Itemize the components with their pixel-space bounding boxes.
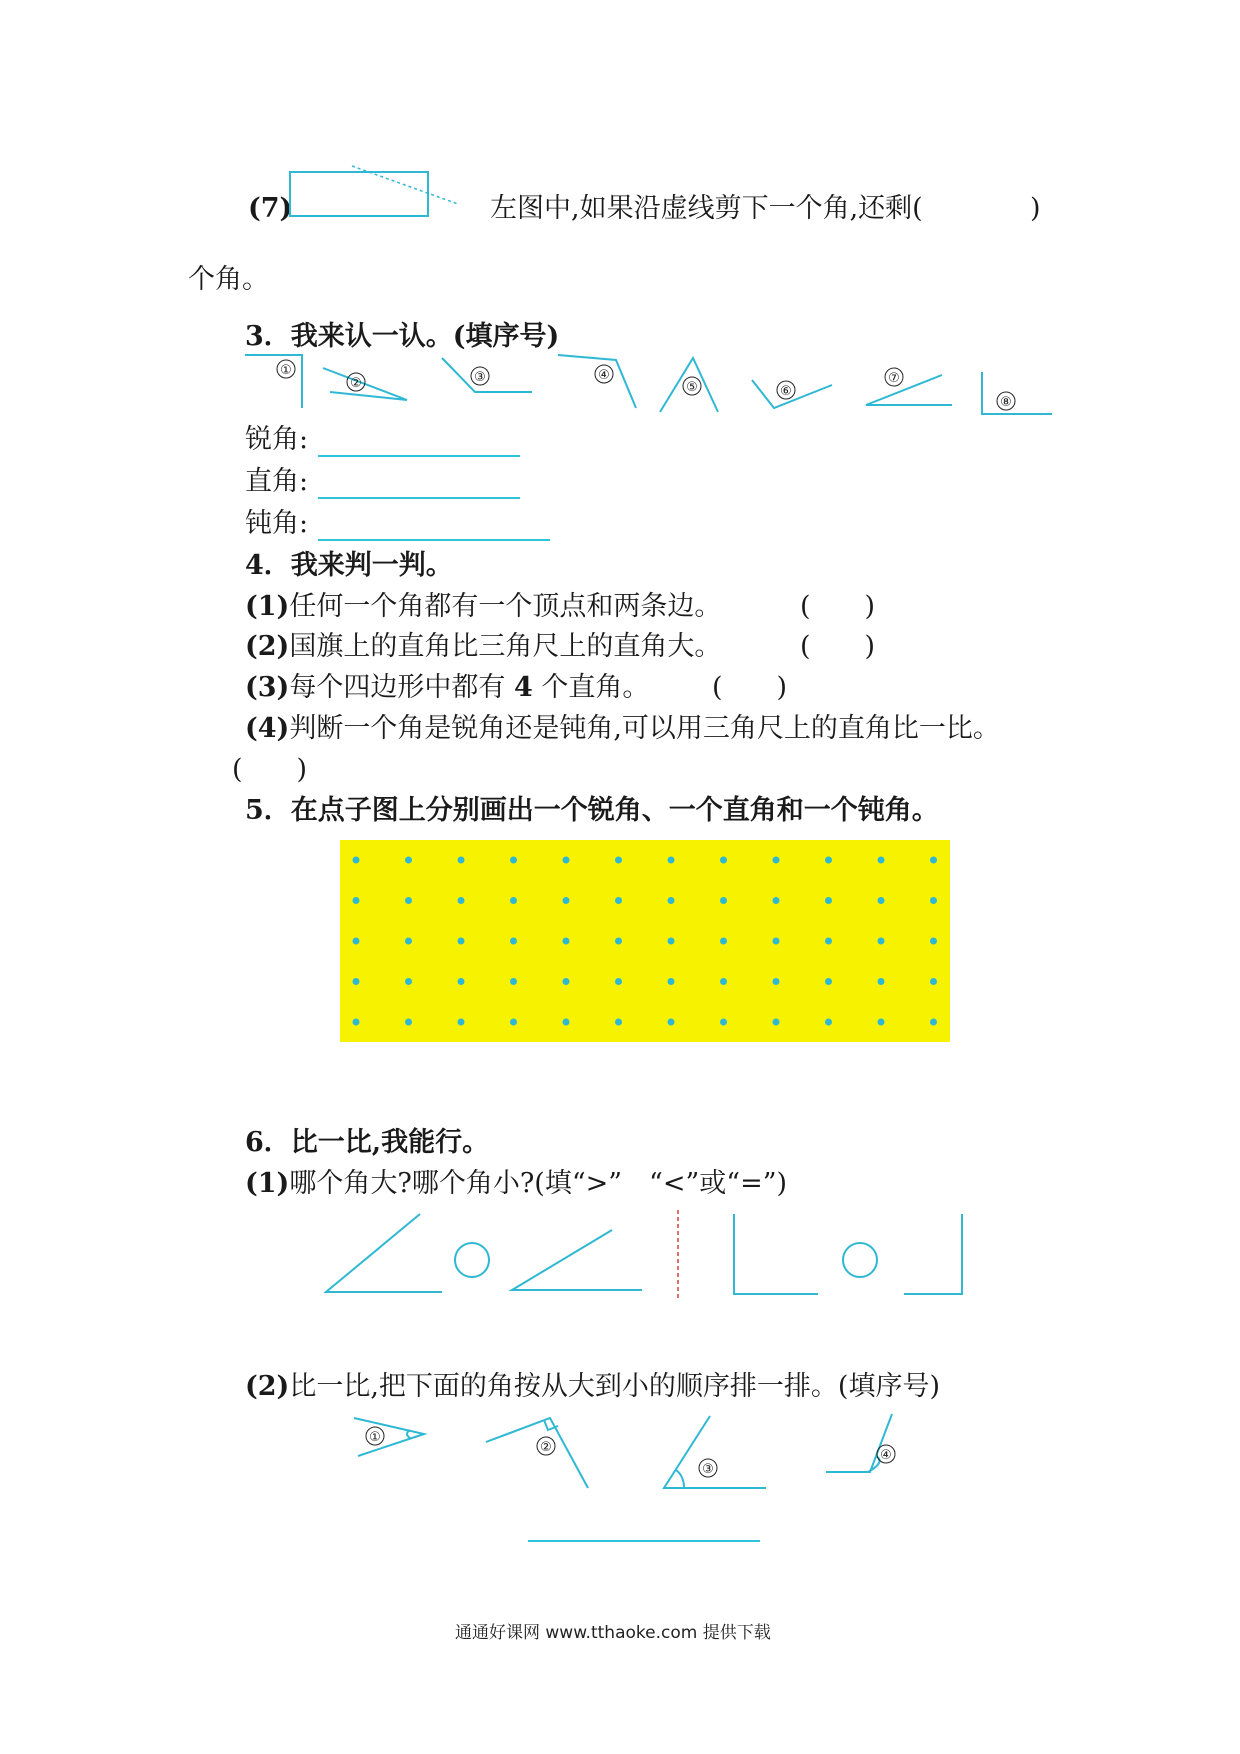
q7-question-text: 左图中,如果沿虚线剪下一个角,还剩(: [490, 193, 923, 224]
angle-8: [982, 372, 1052, 414]
q4-item-2-paren[interactable]: ( ): [800, 631, 876, 662]
q4-item-4-text: 判断一个角是锐角还是钝角,可以用三角尺上的直角比一比。: [289, 713, 1000, 744]
q4-item-4-num: (4): [245, 713, 290, 744]
q4-item-3-bold-num: 4: [513, 672, 533, 703]
grid-dot[interactable]: [930, 938, 937, 945]
compare-left-angle-1: [326, 1214, 442, 1292]
grid-dot[interactable]: [668, 978, 675, 985]
order-angle-1-label: ①: [369, 1430, 381, 1445]
q4-item-2-text: 国旗上的直角比三角尺上的直角大。: [289, 631, 722, 662]
grid-dot[interactable]: [668, 857, 675, 864]
angle-8-label: ⑧: [1000, 395, 1012, 410]
q4-item-1-paren[interactable]: ( ): [800, 591, 876, 622]
order-answer-line[interactable]: [528, 1540, 760, 1542]
q4-title: 4．我来判一判。: [245, 550, 453, 581]
grid-dot[interactable]: [510, 978, 517, 985]
grid-dot[interactable]: [773, 897, 780, 904]
angle-4: [558, 355, 636, 408]
grid-dot[interactable]: [930, 1019, 937, 1026]
grid-dot[interactable]: [563, 897, 570, 904]
q4-item-3-text-after: 个直角。: [541, 672, 650, 703]
grid-dot[interactable]: [353, 897, 360, 904]
compare-right-angle-1: [734, 1214, 818, 1294]
grid-dot[interactable]: [930, 897, 937, 904]
grid-dot[interactable]: [353, 1019, 360, 1026]
q7-continuation: 个角。: [188, 264, 269, 295]
compare-circle-1[interactable]: [455, 1243, 489, 1277]
grid-dot[interactable]: [563, 938, 570, 945]
order-angle-4: [826, 1414, 892, 1472]
q7-paren-close: ): [1030, 193, 1041, 224]
q6-part1: [245, 1167, 787, 1201]
grid-dot[interactable]: [615, 938, 622, 945]
grid-dot[interactable]: [405, 1019, 412, 1026]
grid-dot[interactable]: [353, 978, 360, 985]
grid-dot[interactable]: [773, 938, 780, 945]
grid-dot[interactable]: [563, 857, 570, 864]
grid-dot[interactable]: [720, 897, 727, 904]
grid-dot[interactable]: [458, 857, 465, 864]
q4-item-2: [245, 630, 721, 664]
grid-dot[interactable]: [563, 1019, 570, 1026]
grid-dot[interactable]: [615, 978, 622, 985]
grid-dot[interactable]: [825, 897, 832, 904]
grid-dot[interactable]: [458, 938, 465, 945]
grid-dot[interactable]: [878, 978, 885, 985]
grid-dot[interactable]: [668, 1019, 675, 1026]
obtuse-answer-line[interactable]: [318, 539, 550, 541]
grid-dot[interactable]: [458, 1019, 465, 1026]
dot-grid[interactable]: [340, 840, 950, 1042]
grid-dot[interactable]: [563, 978, 570, 985]
grid-dot[interactable]: [825, 857, 832, 864]
q4-item-1-text: 任何一个角都有一个顶点和两条边。: [289, 591, 722, 622]
acute-answer-line[interactable]: [318, 455, 520, 457]
q4-item-1: [245, 590, 721, 624]
q4-item-3-num: (3): [245, 672, 290, 703]
footer-text: 通通好课网 www.tthaoke.com 提供下载: [455, 1623, 771, 1643]
angle-3-label: ③: [474, 370, 486, 385]
grid-dot[interactable]: [720, 938, 727, 945]
angle-4-label: ④: [598, 368, 610, 383]
dot-grid-background: [340, 840, 950, 1042]
grid-dot[interactable]: [615, 857, 622, 864]
angle-2-label: ②: [350, 376, 362, 391]
grid-dot[interactable]: [825, 938, 832, 945]
grid-dot[interactable]: [825, 978, 832, 985]
order-angle-3-label: ③: [702, 1462, 714, 1477]
q6-title: 6．比一比,我能行。: [245, 1127, 490, 1158]
order-angle-2: [486, 1418, 588, 1488]
q4-item-3-paren[interactable]: ( ): [712, 672, 788, 703]
compare-right-angle-2: [904, 1214, 962, 1294]
right-label: 直角:: [245, 466, 309, 497]
grid-dot[interactable]: [773, 978, 780, 985]
grid-dot[interactable]: [510, 1019, 517, 1026]
q4-item-1-num: (1): [245, 591, 290, 622]
grid-dot[interactable]: [458, 978, 465, 985]
grid-dot[interactable]: [773, 857, 780, 864]
compare-circle-2[interactable]: [843, 1243, 877, 1277]
grid-dot[interactable]: [458, 897, 465, 904]
grid-dot[interactable]: [615, 897, 622, 904]
order-angle-4-label: ④: [880, 1448, 892, 1463]
grid-dot[interactable]: [405, 978, 412, 985]
angle-1: [245, 355, 302, 408]
acute-label: 锐角:: [245, 424, 309, 455]
angle-6-label: ⑥: [780, 384, 792, 399]
angle-7: [866, 375, 952, 405]
q4-item-4-paren[interactable]: ( ): [232, 754, 308, 785]
compare-left-angle-2: [512, 1230, 642, 1290]
q6-part2-num: (2): [245, 1371, 290, 1402]
grid-dot[interactable]: [825, 1019, 832, 1026]
angle-6: [752, 380, 832, 408]
q5-title: 5．在点子图上分别画出一个锐角、一个直角和一个钝角。: [245, 795, 939, 826]
q6-compare-figures: [320, 1210, 980, 1310]
obtuse-label: 钝角:: [245, 508, 309, 539]
angle-1-label: ①: [280, 363, 292, 378]
q6-part2: [245, 1370, 940, 1404]
q6-order-figures: [340, 1410, 960, 1500]
grid-dot[interactable]: [353, 857, 360, 864]
grid-dot[interactable]: [510, 857, 517, 864]
grid-dot[interactable]: [720, 1019, 727, 1026]
order-angle-2-label: ②: [540, 1440, 552, 1455]
order-angle-1: [354, 1418, 424, 1456]
q4-item-2-num: (2): [245, 631, 290, 662]
q4-item-3: [245, 671, 649, 705]
grid-dot[interactable]: [405, 857, 412, 864]
angle-3: [442, 358, 532, 392]
q4-item-3-text-before: 每个四边形中都有: [289, 672, 506, 703]
grid-dot[interactable]: [930, 978, 937, 985]
grid-dot[interactable]: [720, 857, 727, 864]
q3-title: 3．我来认一认。(填序号): [245, 321, 560, 352]
grid-dot[interactable]: [878, 1019, 885, 1026]
grid-dot[interactable]: [510, 897, 517, 904]
q6-part2-text: 比一比,把下面的角按从大到小的顺序排一排。(填序号): [289, 1371, 940, 1402]
grid-dot[interactable]: [353, 938, 360, 945]
right-answer-line[interactable]: [318, 497, 520, 499]
q4-item-4: [245, 712, 1000, 746]
q6-part1-text: 哪个角大?哪个角小?(填“>” “<”或“=”): [289, 1168, 788, 1199]
grid-dot[interactable]: [510, 938, 517, 945]
grid-dot[interactable]: [668, 897, 675, 904]
angle-5-label: ⑤: [686, 380, 698, 395]
grid-dot[interactable]: [878, 857, 885, 864]
grid-dot[interactable]: [930, 857, 937, 864]
order-angle-3: [664, 1416, 766, 1488]
q7-number: (7): [248, 193, 293, 224]
q6-part1-num: (1): [245, 1168, 290, 1199]
grid-dot[interactable]: [405, 938, 412, 945]
q3-angle-figures: [240, 350, 1060, 420]
grid-dot[interactable]: [773, 1019, 780, 1026]
grid-dot[interactable]: [405, 897, 412, 904]
angle-7-label: ⑦: [888, 371, 900, 386]
grid-dot[interactable]: [878, 938, 885, 945]
rectangle-cut-figure: [288, 160, 468, 220]
grid-dot[interactable]: [878, 897, 885, 904]
grid-dot[interactable]: [720, 978, 727, 985]
grid-dot[interactable]: [668, 938, 675, 945]
grid-dot[interactable]: [615, 1019, 622, 1026]
